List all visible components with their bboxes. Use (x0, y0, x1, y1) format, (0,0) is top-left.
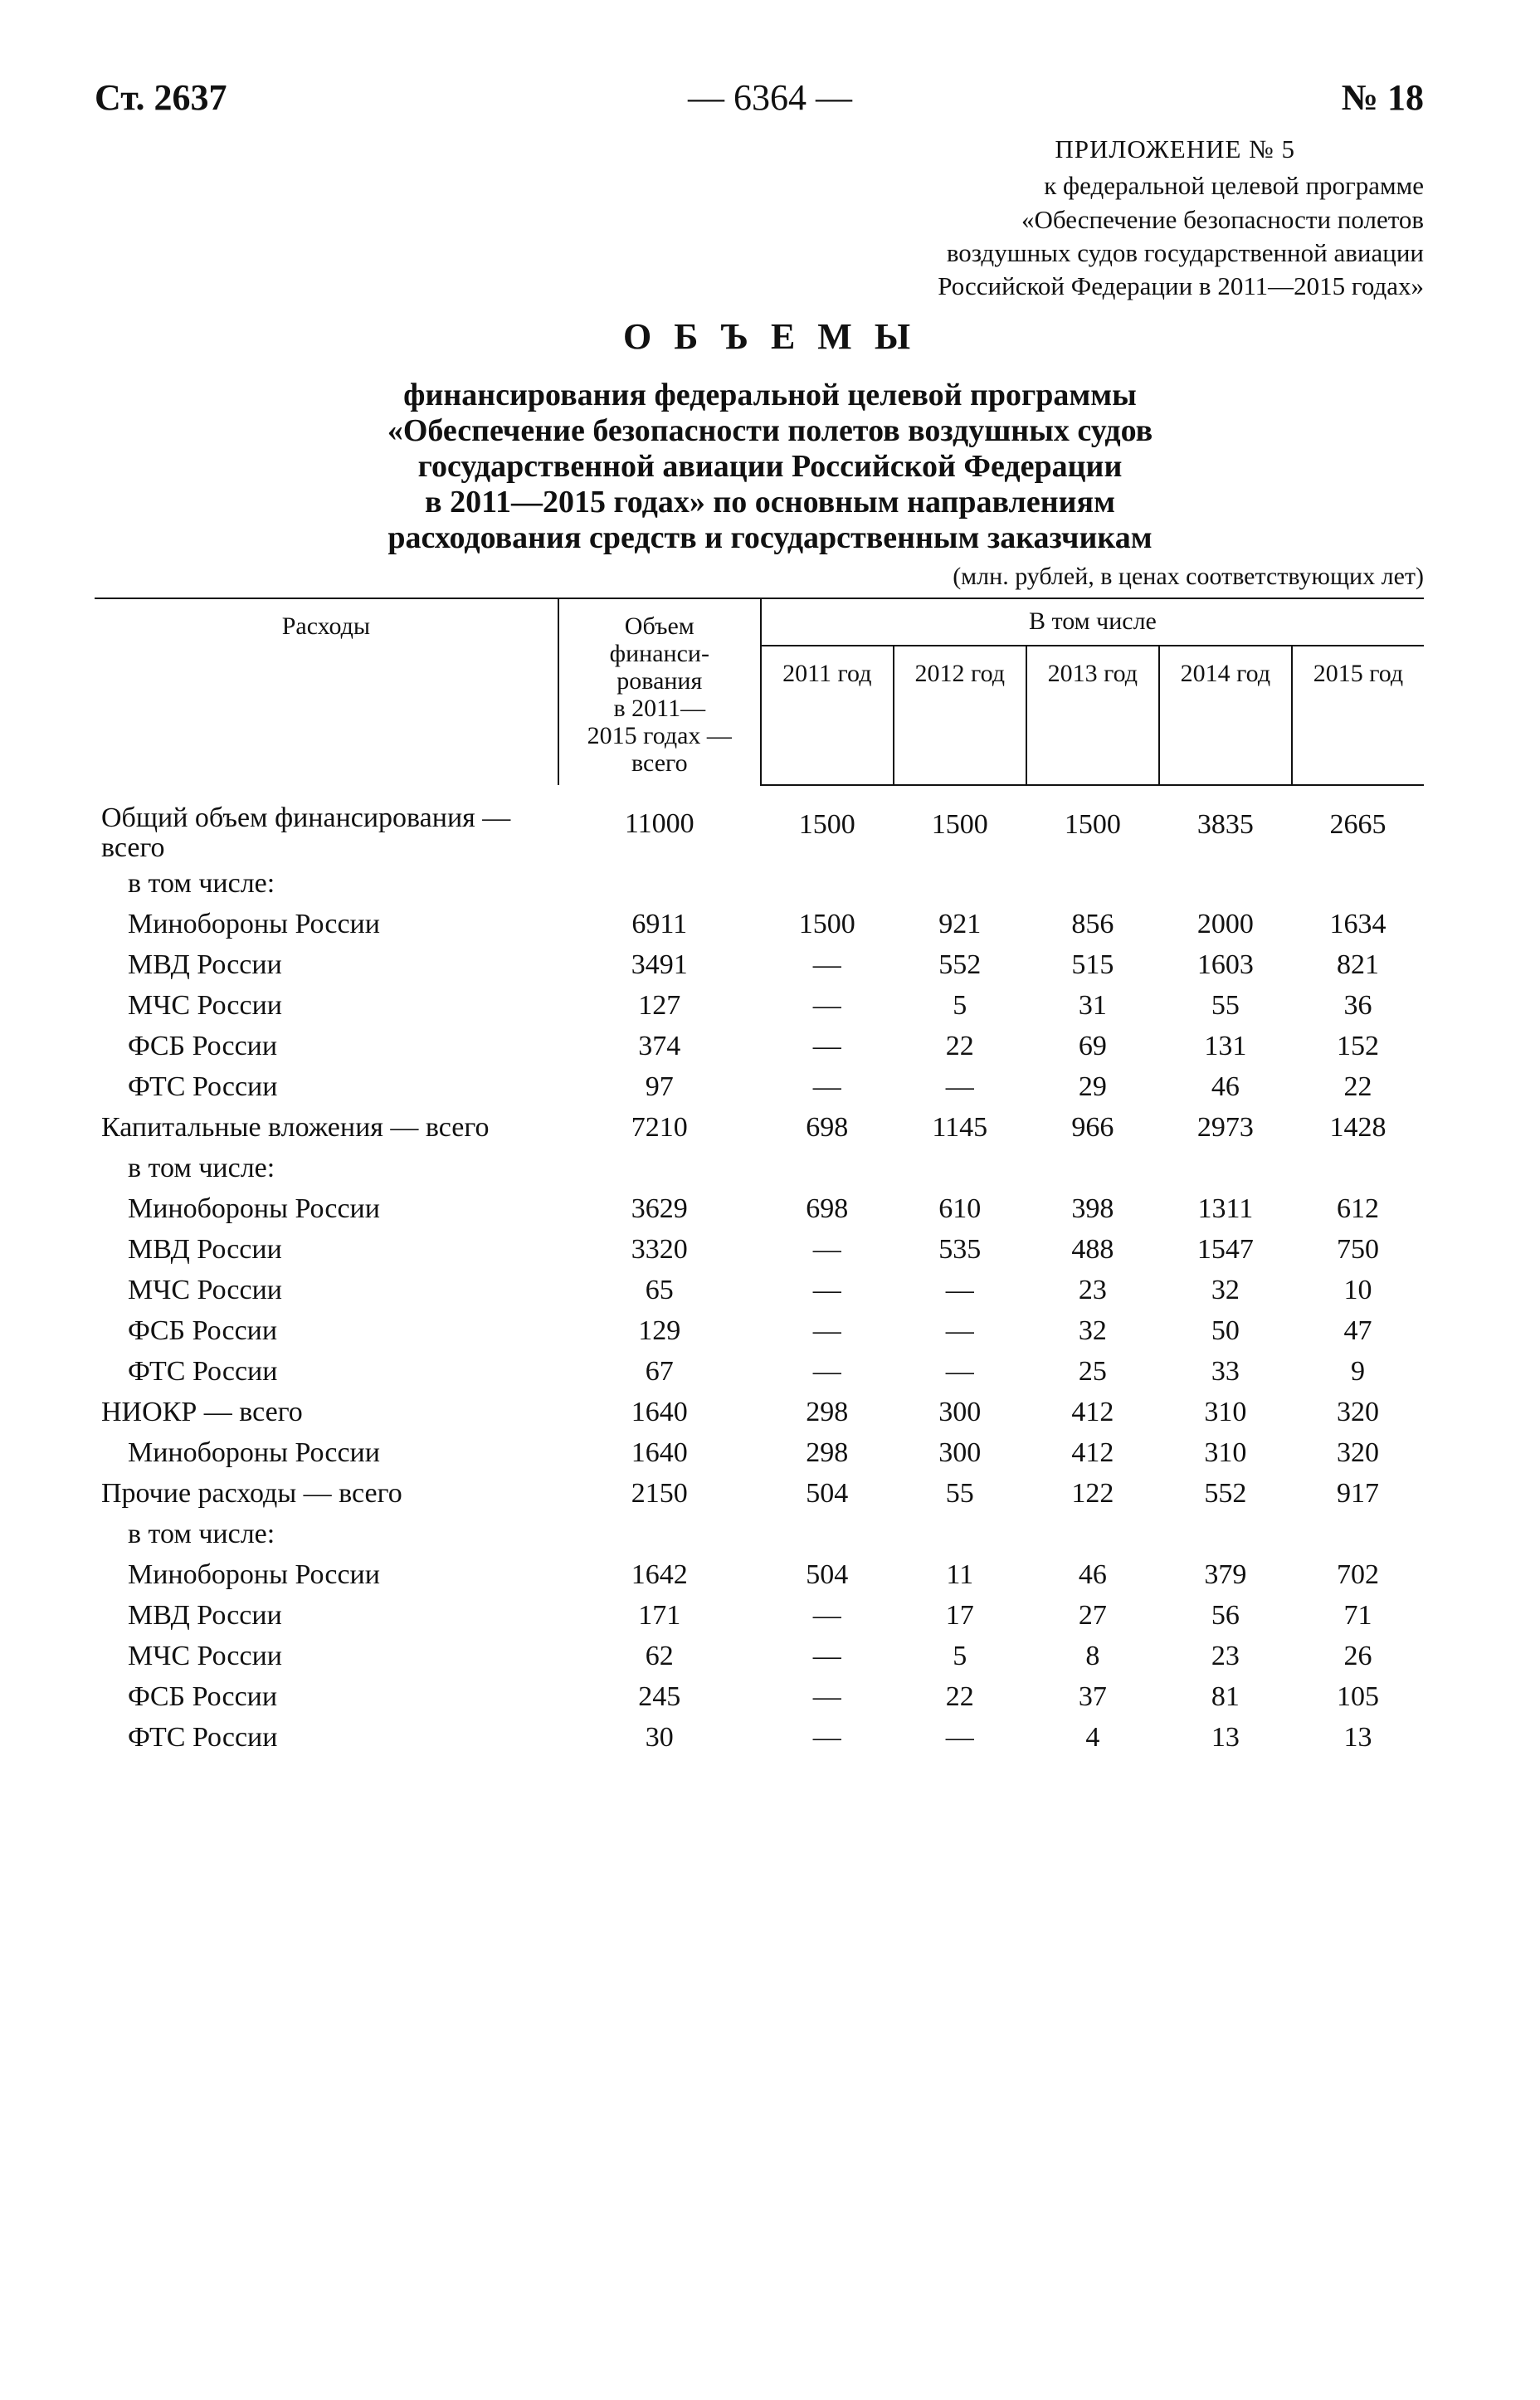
row-total-value: 62 (645, 1641, 674, 1671)
row-year-value: 698 (806, 1193, 849, 1224)
row-year-value: 5 (953, 1641, 967, 1671)
header-including: В том числе (761, 598, 1424, 646)
row-year-value: 36 (1343, 990, 1372, 1021)
row-year-value: 698 (806, 1112, 849, 1143)
row-year-value: 2000 (1196, 909, 1254, 939)
row-total-value: 67 (645, 1356, 674, 1387)
table-body (95, 785, 1424, 1758)
row-label: Минобороны России (128, 1193, 380, 1224)
row-label: ФСБ России (128, 1315, 278, 1346)
row-year-value: 5 (953, 990, 967, 1021)
row-year-value (1159, 1148, 1292, 1188)
row-year-value: 412 (1071, 1397, 1114, 1427)
row-year-value: 56 (1211, 1600, 1240, 1631)
table-row (95, 785, 1424, 863)
table-row (95, 944, 1424, 985)
appendix-line: к федеральной целевой программе (1044, 171, 1424, 201)
row-total-value: 1640 (631, 1437, 688, 1468)
row-year-value: — (812, 990, 841, 1021)
row-year-value: 1311 (1197, 1193, 1254, 1224)
row-year-value (894, 863, 1026, 904)
appendix-line: «Обеспечение безопасности полетов (1021, 204, 1424, 234)
row-year-value (894, 1148, 1026, 1188)
row-year-value: — (812, 1600, 841, 1631)
row-total-value: 11000 (624, 808, 694, 839)
row-year-value: — (945, 1722, 974, 1753)
appendix-title: ПРИЛОЖЕНИЕ № 5 (1055, 134, 1295, 163)
row-year-value: — (945, 1071, 974, 1102)
row-total-value: 1640 (631, 1397, 688, 1427)
row-year-value: 50 (1211, 1315, 1240, 1346)
document-title (0, 315, 1540, 556)
row-year-value: 1547 (1196, 1234, 1254, 1265)
row-year-value: 412 (1071, 1437, 1114, 1468)
row-year-value: 37 (1078, 1681, 1107, 1712)
row-year-value (761, 1514, 894, 1554)
subtitle-line: финансирования федеральной целевой программы (403, 378, 1137, 412)
row-year-value: 821 (1336, 949, 1379, 980)
row-label: МЧС России (128, 1641, 282, 1671)
row-year-value: 122 (1071, 1478, 1114, 1509)
header-year: 2012 год (894, 646, 1026, 785)
row-year-value: 10 (1343, 1275, 1372, 1305)
row-year-value: 310 (1204, 1397, 1247, 1427)
row-label: Минобороны России (128, 909, 380, 939)
header-total (558, 598, 761, 785)
row-year-value: — (812, 1234, 841, 1265)
row-year-value: — (812, 1356, 841, 1387)
row-year-value: 921 (938, 909, 982, 939)
row-year-value: 32 (1211, 1275, 1240, 1305)
row-total-value: 2150 (631, 1478, 688, 1509)
row-year-value: 9 (1350, 1356, 1365, 1387)
table-row (95, 904, 1424, 944)
row-year-value (761, 1148, 894, 1188)
table-row (95, 1392, 1424, 1432)
row-total-value: 65 (645, 1275, 674, 1305)
row-year-value (1159, 1514, 1292, 1554)
row-year-value: 2973 (1196, 1112, 1254, 1143)
row-year-value (1292, 863, 1424, 904)
row-label: Капитальные вложения — всего (101, 1112, 490, 1143)
row-label: в том числе: (128, 1153, 275, 1183)
row-total-value: 374 (638, 1031, 681, 1061)
table-row (95, 863, 1424, 904)
row-year-value: 46 (1211, 1071, 1240, 1102)
row-year-value: — (812, 1315, 841, 1346)
table-row (95, 1066, 1424, 1107)
row-total-value: 3491 (631, 949, 688, 980)
row-year-value: 31 (1078, 990, 1107, 1021)
row-total-value: 6911 (631, 909, 688, 939)
row-year-value: 300 (938, 1397, 982, 1427)
header-expenses: Расходы (95, 598, 558, 785)
header-total-line: 2015 годах — (587, 722, 732, 749)
row-total-value: 171 (638, 1600, 681, 1631)
row-year-value: 750 (1336, 1234, 1379, 1265)
table-row (95, 1554, 1424, 1595)
row-year-value: 1634 (1329, 909, 1386, 939)
row-total-value: 1642 (631, 1559, 688, 1590)
row-year-value (761, 863, 894, 904)
row-year-value: 917 (1336, 1478, 1379, 1509)
row-year-value: 55 (945, 1478, 974, 1509)
row-year-value: 1603 (1196, 949, 1254, 980)
table-row (95, 1188, 1424, 1229)
row-year-value: 320 (1336, 1437, 1379, 1468)
row-label: в том числе: (128, 1519, 275, 1549)
row-year-value: 612 (1336, 1193, 1379, 1224)
title-main: О Б Ъ Е М Ы (622, 316, 918, 357)
row-year-value: 27 (1078, 1600, 1107, 1631)
table-row (95, 1270, 1424, 1310)
header-year: 2014 год (1159, 646, 1292, 785)
article-number: Ст. 2637 (95, 77, 227, 118)
row-year-value: 300 (938, 1437, 982, 1468)
table-row (95, 1595, 1424, 1636)
row-year-value: 320 (1336, 1397, 1379, 1427)
row-year-value: 17 (945, 1600, 974, 1631)
row-total-value (558, 1514, 761, 1554)
row-year-value: — (812, 1681, 841, 1712)
row-label: МЧС России (128, 1275, 282, 1305)
row-year-value: 11 (946, 1559, 974, 1590)
row-year-value: 298 (806, 1437, 849, 1468)
row-year-value: — (945, 1315, 974, 1346)
row-year-value: 504 (806, 1559, 849, 1590)
row-year-value (1026, 1148, 1159, 1188)
header-total-line: рования (616, 667, 703, 695)
row-year-value (894, 1514, 1026, 1554)
subtitle-line: государственной авиации Российской Федерации (417, 448, 1123, 484)
header-total-line: всего (631, 749, 688, 777)
row-label: НИОКР — всего (101, 1397, 303, 1427)
row-year-value: — (945, 1275, 974, 1305)
row-year-value (1159, 863, 1292, 904)
row-year-value: 1500 (931, 809, 988, 840)
row-total-value (558, 863, 761, 904)
row-year-value: — (812, 1031, 841, 1061)
row-year-value: 535 (938, 1234, 982, 1265)
row-year-value: 310 (1204, 1437, 1247, 1468)
row-year-value: 966 (1071, 1112, 1114, 1143)
table-row (95, 1148, 1424, 1188)
table-row (95, 1473, 1424, 1514)
row-year-value: 552 (1204, 1478, 1247, 1509)
header-total-line: финанси- (609, 640, 709, 667)
row-year-value (1292, 1148, 1424, 1188)
table-row (95, 1351, 1424, 1392)
row-label: ФТС России (128, 1071, 278, 1102)
subtitle-line: «Обеспечение безопасности полетов воздушных судов (387, 412, 1153, 448)
row-year-value: 23 (1211, 1641, 1240, 1671)
row-year-value: 1145 (932, 1112, 988, 1143)
row-year-value: 2665 (1329, 809, 1386, 840)
header-total-line: Объем (624, 612, 694, 640)
row-label: МВД России (128, 949, 282, 980)
row-year-value: 22 (945, 1031, 974, 1061)
row-year-value: 8 (1085, 1641, 1100, 1671)
row-year-value: 504 (806, 1478, 849, 1509)
row-year-value: 1428 (1329, 1112, 1386, 1143)
row-year-value: 1500 (798, 809, 855, 840)
row-total-value: 7210 (631, 1112, 688, 1143)
row-year-value: 379 (1204, 1559, 1247, 1590)
units-note: (млн. рублей, в ценах соответствующих лет) (953, 563, 1424, 590)
row-year-value: — (812, 949, 841, 980)
table-row (95, 1717, 1424, 1758)
table-row (95, 1310, 1424, 1351)
row-label: Минобороны России (128, 1559, 380, 1590)
table-row (95, 1107, 1424, 1148)
row-total-value: 30 (645, 1722, 674, 1753)
row-label: МВД России (128, 1600, 282, 1631)
financing-table (95, 598, 1424, 1758)
row-total-value: 245 (638, 1681, 681, 1712)
table-row (95, 1432, 1424, 1473)
row-year-value: 3835 (1196, 809, 1254, 840)
row-year-value: 515 (1071, 949, 1114, 980)
table-row (95, 1676, 1424, 1717)
row-year-value: 856 (1071, 909, 1114, 939)
issue-number: № 18 (1341, 77, 1424, 118)
row-year-value: 1500 (798, 909, 855, 939)
row-year-value: 25 (1078, 1356, 1107, 1387)
header-total-line: в 2011— (613, 695, 706, 722)
subtitle-line: в 2011—2015 годах» по основным направлениям (425, 484, 1115, 520)
row-year-value: 22 (1343, 1071, 1372, 1102)
table-row (95, 1026, 1424, 1066)
row-year-value: 29 (1078, 1071, 1107, 1102)
header-year: 2013 год (1026, 646, 1159, 785)
row-year-value: 23 (1078, 1275, 1107, 1305)
row-year-value: 298 (806, 1397, 849, 1427)
table-row (95, 985, 1424, 1026)
row-year-value: 4 (1085, 1722, 1100, 1753)
row-label: Общий объем финансирования — всего (101, 802, 511, 863)
row-label: Прочие расходы — всего (101, 1478, 402, 1509)
row-total-value: 127 (638, 990, 681, 1021)
row-year-value (1292, 1514, 1424, 1554)
header-year: 2011 год (761, 646, 894, 785)
row-label: ФТС России (128, 1356, 278, 1387)
row-year-value: 81 (1211, 1681, 1240, 1712)
row-year-value: 152 (1336, 1031, 1379, 1061)
row-label: Минобороны России (128, 1437, 380, 1468)
row-year-value: 1500 (1064, 809, 1121, 840)
row-total-value: 129 (638, 1315, 681, 1346)
page-number: — 6364 — (688, 77, 852, 118)
table-row (95, 1514, 1424, 1554)
row-year-value: 22 (945, 1681, 974, 1712)
row-total-value: 3320 (631, 1234, 688, 1265)
row-year-value: 69 (1078, 1031, 1107, 1061)
subtitle-line: расходования средств и государственным заказчикам (387, 520, 1153, 555)
row-year-value (1026, 863, 1159, 904)
row-year-value: — (812, 1071, 841, 1102)
row-year-value: 55 (1211, 990, 1240, 1021)
row-year-value: 32 (1078, 1315, 1107, 1346)
row-label: ФТС России (128, 1722, 278, 1753)
table-row (95, 1229, 1424, 1270)
row-year-value: — (945, 1356, 974, 1387)
row-year-value: 488 (1071, 1234, 1114, 1265)
appendix-line: Российской Федерации в 2011—2015 годах» (938, 271, 1424, 301)
appendix-block (0, 133, 1424, 303)
row-total-value: 97 (645, 1071, 674, 1102)
row-label: МВД России (128, 1234, 282, 1265)
row-year-value (1026, 1514, 1159, 1554)
row-total-value (558, 1148, 761, 1188)
row-label: в том числе: (128, 868, 275, 899)
row-label: ФСБ России (128, 1031, 278, 1061)
row-total-value: 3629 (631, 1193, 688, 1224)
header-year: 2015 год (1292, 646, 1424, 785)
row-year-value: 13 (1343, 1722, 1372, 1753)
row-year-value: — (812, 1641, 841, 1671)
title-subtitle (0, 378, 1540, 556)
row-year-value: 131 (1204, 1031, 1247, 1061)
row-year-value: 610 (938, 1193, 982, 1224)
row-year-value: 13 (1211, 1722, 1240, 1753)
row-year-value: — (812, 1722, 841, 1753)
row-year-value: 702 (1336, 1559, 1379, 1590)
row-year-value: 71 (1343, 1600, 1372, 1631)
row-year-value: 105 (1336, 1681, 1379, 1712)
row-year-value: 33 (1211, 1356, 1240, 1387)
row-year-value: 552 (938, 949, 982, 980)
row-year-value: — (812, 1275, 841, 1305)
row-label: МЧС России (128, 990, 282, 1021)
row-year-value: 398 (1071, 1193, 1114, 1224)
appendix-line: воздушных судов государственной авиации (946, 237, 1424, 267)
row-year-value: 46 (1078, 1559, 1107, 1590)
row-year-value: 47 (1343, 1315, 1372, 1346)
row-year-value: 26 (1343, 1641, 1372, 1671)
row-label: ФСБ России (128, 1681, 278, 1712)
table-row (95, 1636, 1424, 1676)
